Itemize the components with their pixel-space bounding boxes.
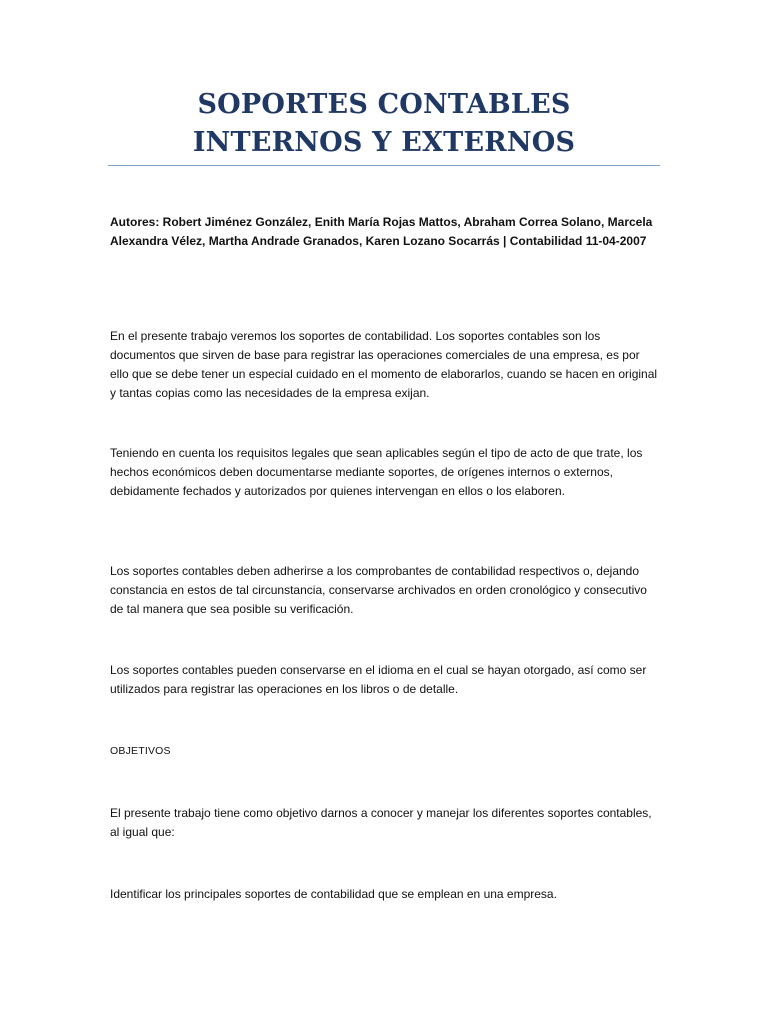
paragraph-objective-intro: El presente trabajo tiene como objetivo darnos a conocer y manejar los diferentes soportes contables, al igual que: — [110, 806, 652, 839]
title-divider — [108, 165, 660, 166]
paragraph-language: Los soportes contables pueden conservarse en el idioma en el cual se hayan otorgado, así como ser utilizados para registrar las operaciones en los libros o de detalle. — [110, 663, 647, 696]
document-title: SOPORTES CONTABLES INTERNOS Y EXTERNOS — [192, 89, 576, 158]
paragraph-intro: En el presente trabajo veremos los soportes de contabilidad. Los soportes contables son los documentos que sirven de base para registrar las operaciones comerciales de una empresa, es por ello que se debe tener un especial cuidado en el momento de elaborarlos, cuando se hacen en original y tantas copias como las necesidades de la empresa exijan. — [110, 329, 658, 400]
title-block — [108, 86, 660, 162]
section-heading-objectives: OBJETIVOS — [110, 745, 171, 757]
authors-line: Autores: Robert Jiménez González, Enith María Rojas Mattos, Abraham Correa Solano, Marcela Alexandra Vélez, Martha Andrade Granados, Karen Lozano Socarrás | Contabilidad 11-04-2007 — [110, 215, 653, 248]
paragraph-requirements: Teniendo en cuenta los requisitos legales que sean aplicables según el tipo de acto de que trate, los hechos económicos deben documentarse mediante soportes, de orígenes internos o externos, debidamente fechados y autorizados por quienes intervengan en ellos o los elaboren. — [110, 446, 643, 498]
paragraph-objective-item: Identificar los principales soportes de contabilidad que se emplean en una empresa. — [110, 887, 557, 901]
paragraph-archiving: Los soportes contables deben adherirse a los comprobantes de contabilidad respectivos o, dejando constancia en estos de tal circunstancia, conservarse archivados en orden cronológico y consecutivo de tal manera que sea posible su verificación. — [110, 564, 647, 616]
